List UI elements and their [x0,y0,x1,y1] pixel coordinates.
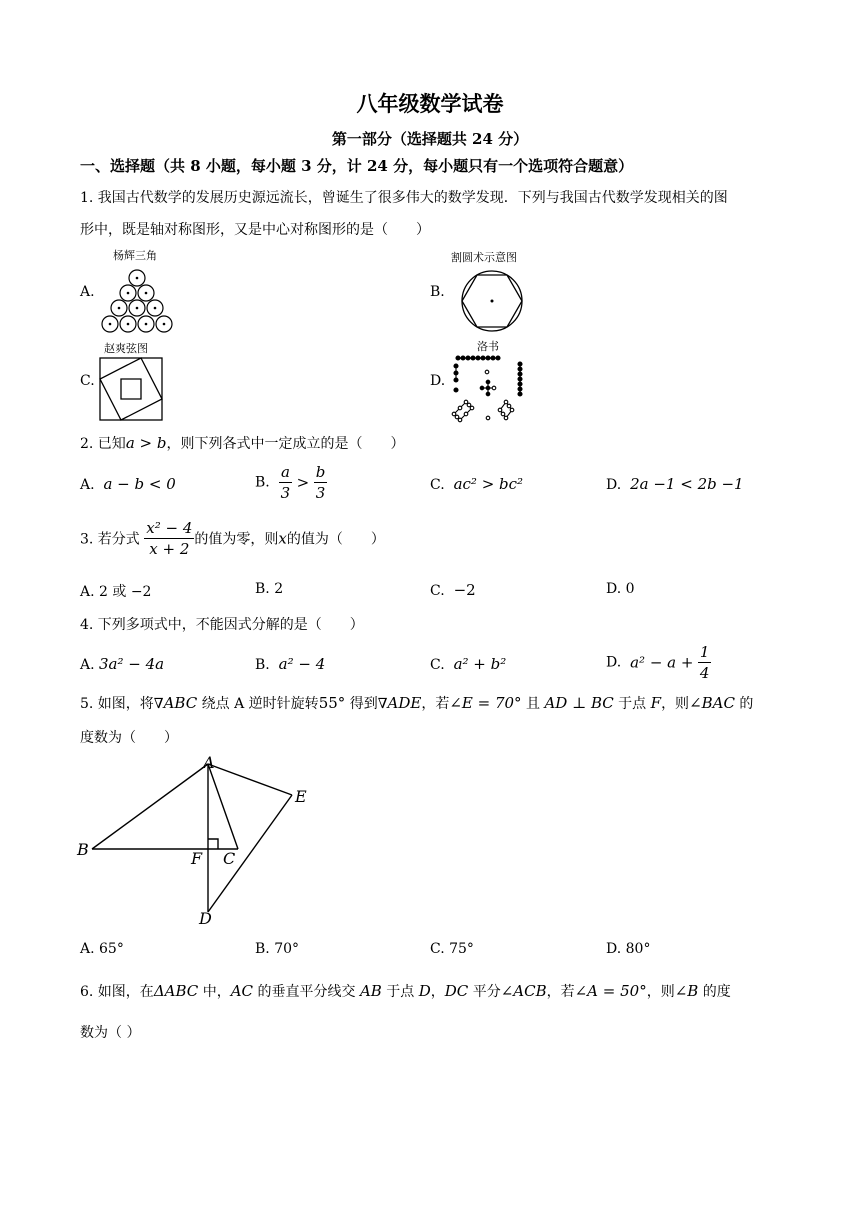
q4-stem: 4. 下列多项式中，不能因式分解的是（ ） [80,617,364,633]
circle-cutting-figure [460,269,524,333]
q2-option-c-label: C. [430,477,445,493]
q1-option-b-caption: 割圆术示意图 [451,251,517,264]
q3-stem-prefix: 3. 若分式 [80,531,140,548]
q2-option-b-frac2: $\frac{b}{3}$ [315,463,326,502]
q1-option-a-caption: 杨辉三角 [113,249,157,262]
luoshu-figure [450,352,524,424]
q6-stem-line2: 数为（ ） [80,1025,141,1041]
q2-condition: a > b [125,434,167,452]
q4-option-c-label: C. [430,657,445,673]
zhaoshuang-figure [99,357,163,421]
q5-option-c: C. 75° [430,941,474,957]
q4-option-a [80,655,164,673]
q2-option-a-label: A. [80,477,95,493]
q4-option-d-label: D. [606,654,622,671]
q2-option-b-label: B. [255,474,270,491]
q2-option-a-expr: a − b < 0 [103,475,176,493]
q2-stem [80,433,404,453]
q3-option-b: B. 2 [255,581,284,597]
q1-option-d-label: D. [430,373,446,389]
q5-point-d-label: D [199,909,212,928]
q5-triangle-figure [75,752,315,932]
q3-option-c [430,581,476,599]
q4-option-b-expr: a² − 4 [278,655,326,673]
q2-option-b-frac1: $\frac{a}{3}$ [280,463,291,502]
q5-option-b: B. 70° [255,941,300,957]
q5-option-d: D. 80° [606,941,651,957]
q3-stem-suffix: 的值为（ ） [286,531,385,548]
q4-option-d-frac: $\frac{1}{4}$ [699,643,710,682]
q2-option-c [430,475,523,493]
q1-stem-line1: 1. 我国古代数学的发展历史源远流长，曾诞生了很多伟大的数学发现．下列与我国古代数学发现相关的图 [80,190,728,206]
q5-point-f-label: F [191,849,203,868]
q6-stem-line1: 6. 如图，在ΔABC 中，AC 的垂直平分线交 AB 于点 D，DC 平分∠ACB，若∠A = 50°，则∠B 的度 [80,982,731,1000]
q3-option-c-value: −2 [453,581,476,599]
section-heading: 一、选择题（共 8 小题，每小题 3 分，计 24 分，每小题只有一个选项符合题意） [80,157,634,175]
q3-option-d: D. 0 [606,581,635,597]
q4-option-c [430,655,506,673]
yanghui-triangle-figure [99,269,175,335]
q4-option-b-label: B. [255,657,270,673]
q2-option-c-expr: ac² > bc² [453,475,524,493]
q3-option-c-label: C. [430,583,445,599]
q1-stem-line2: 形中，既是轴对称图形，又是中心对称图形的是（ ） [80,222,430,238]
q2-option-d-label: D. [606,477,622,493]
q5-point-a-label: A [203,753,215,772]
q4-option-d-expr: a² − a + [630,653,694,672]
q2-stem-prefix: 2. 已知 [80,436,126,452]
q5-option-a: A. 65° [80,941,124,957]
part-subtitle: 第一部分（选择题共 24 分） [331,130,529,148]
q3-stem-mid: 的值为零，则 [194,531,279,548]
q3-variable: x [278,529,287,548]
q1-option-d-caption: 洛书 [477,340,499,353]
q4-option-b [255,655,325,673]
q2-option-d-expr: 2a −1 < 2b −1 [630,475,744,493]
q2-option-b [255,462,327,503]
q5-point-e-label: E [295,787,307,806]
q5-stem-line1: 5. 如图，将∇ABC 绕点 A 逆时针旋转55° 得到∇ADE，若∠E = 70° 且 AD ⊥ BC 于点 F，则∠BAC 的 [80,694,754,712]
q4-option-a-expr: 3a² − 4a [99,655,165,673]
q2-stem-suffix: ，则下列各式中一定成立的是（ ） [166,436,405,452]
q3-fraction: $\frac{\text{x² − 4}}{x + 2}$ [146,519,193,558]
q4-option-d [606,642,711,683]
q1-option-c-caption: 赵爽弦图 [104,342,148,355]
q1-option-b-label: B. [430,284,445,300]
q2-option-b-op: > [296,473,310,492]
q1-option-a-label: A. [80,284,95,300]
q2-option-a [80,475,176,493]
q5-point-c-label: C [223,849,236,868]
q3-stem [80,518,385,559]
q4-option-a-label: A. [80,657,95,673]
q5-stem-line2: 度数为（ ） [80,730,178,746]
q2-option-d [606,475,744,493]
page-title: 八年级数学试卷 [356,91,504,116]
q3-option-a: A. 2 或 −2 [80,584,152,600]
q5-point-b-label: B [77,840,89,859]
q4-option-c-expr: a² + b² [453,655,507,673]
q1-option-c-label: C. [80,373,95,389]
